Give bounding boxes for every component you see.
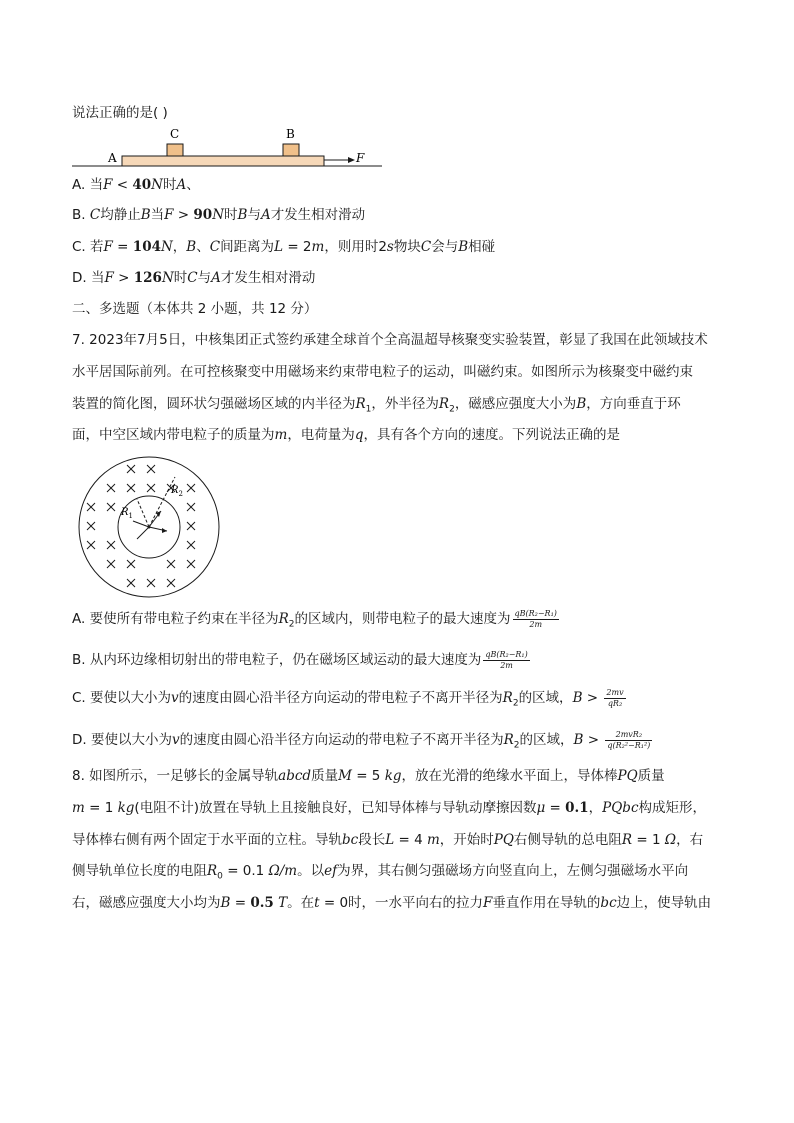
q7-option-c[interactable]: C. 要使以大小为v的速度由圆心沿半径方向运动的带电粒子不离开半径为$R_2$的区域，B > $\frac{2mv}{\text{qR₂}}$ [72, 687, 624, 709]
field-cross-icon [147, 579, 155, 587]
field-crosses [87, 465, 195, 587]
section-header: 二、多选题（本体共 2 小题，共 12 分） [72, 301, 318, 317]
fraction: $\frac{\text{qB(R₂−R₁)}}{2m}$ [485, 649, 528, 670]
svg-text:R1: $R_1$ [121, 507, 133, 520]
block-B [283, 144, 299, 156]
q6-option-b[interactable]: B. C均静止B当F > 90N时B与A才发生相对滑动 [72, 207, 366, 223]
q7-option-b[interactable]: B. 从内环边缘相切射出的带电粒子，仍在磁场区域运动的最大速度为 $\frac{\text{qB(R₂−R₁)}}{2m}$ [72, 649, 528, 670]
field-cross-icon [127, 465, 135, 473]
q8-stem-line-2: m = 1 kg(电阻不计)放置在导轨上且接触良好，已知导体棒与导轨动摩擦因数μ = 0.1，PQbc构成矩形， [72, 800, 707, 816]
q7-stem-line-2: 水平居国际前列。在可控核聚变中用磁场来约束带电粒子的运动，叫磁约束。如图所示为核聚变中磁约束 [72, 364, 693, 380]
field-cross-icon [147, 465, 155, 473]
field-cross-icon [87, 541, 95, 549]
label-B: B [286, 127, 295, 141]
field-cross-icon [107, 560, 115, 568]
q7-stem-line-1: 7. 2023年7月5日，中核集团正式签约承建全球首个全高温超导核聚变实验装置，彰显了我国在此领域技术 [72, 332, 708, 348]
block-C [167, 144, 183, 156]
q6-option-a[interactable]: A. 当F < 40N时A、 [72, 177, 200, 193]
q8-stem-line-1: 8. 如图所示，一足够长的金属导轨abcd质量M = 5 kg，放在光滑的绝缘水平面上，导体棒PQ质量 [72, 768, 665, 784]
field-cross-icon [107, 484, 115, 492]
field-cross-icon [187, 541, 195, 549]
field-cross-icon [167, 579, 175, 587]
label-r2: R [171, 485, 179, 496]
field-cross-icon [107, 503, 115, 511]
q6-stem-tail: 说法正确的是( ) [72, 105, 168, 121]
q7-stem-line-3: 装置的简化图，圆环状匀强磁场区域的内半径为$R_1$，外半径为$R_2$，磁感应强度大小为B，方向垂直于环 [72, 396, 681, 415]
label-A: A [108, 151, 117, 165]
field-cross-icon [87, 522, 95, 530]
q8-stem-line-5: 右，磁感应强度大小均为B = 0.5 T。在t = 0时，一水平向右的拉力F垂直作用在导轨的bc边上，使导轨由 [72, 895, 712, 911]
fraction: $\frac{2mv}{\text{qR₂}}$ [606, 687, 624, 708]
q7-option-d[interactable]: D. 要使以大小为v的速度由圆心沿半径方向运动的带电粒子不离开半径为$R_2$的区域，B > $\frac{\text{2mvR₂}}{\text{q(R₂²−R₁²)}}$ [72, 729, 651, 751]
field-cross-icon [127, 560, 135, 568]
q6-plank-figure [72, 124, 392, 172]
field-cross-icon [127, 579, 135, 587]
q8-stem-line-4: 侧导轨单位长度的电阻$R_0 = 0.1$ Ω/m。以ef为界，其右侧匀强磁场方向竖直向上，左侧匀强磁场水平向 [72, 863, 689, 882]
fraction: $\frac{\text{qB(R₂−R₁)}}{2m}$ [514, 608, 557, 629]
q6-option-c[interactable]: C. 若F = 104N，B、C间距离为L = 2m，则用时2s物块C会与B相碰 [72, 239, 496, 255]
label-F: F [356, 151, 365, 165]
svg-text:R2: $R_2$ [171, 485, 183, 498]
q7-stem-line-4: 面，中空区域内带电粒子的质量为m，电荷量为q，具有各个方向的速度。下列说法正确的是 [72, 427, 620, 443]
field-cross-icon [127, 484, 135, 492]
q6-option-d[interactable]: D. 当F > 126N时C与A才发生相对滑动 [72, 270, 316, 286]
field-cross-icon [167, 560, 175, 568]
q7-option-a[interactable]: A. 要使所有带电粒子约束在半径为$R_2$的区域内，则带电粒子的最大速度为 $\frac{\text{qB(R₂−R₁)}}{2m}$ [72, 608, 557, 630]
q7-magnetic-ring-figure [77, 455, 221, 599]
label-r1: R [121, 507, 129, 518]
label-C: C [170, 127, 180, 141]
q8-stem-line-3: 导体棒右侧有两个固定于水平面的立柱。导轨bc段长L = 4 m，开始时PQ右侧导轨的总电阻R = 1 Ω，右 [72, 832, 704, 848]
field-cross-icon [187, 522, 195, 530]
field-cross-icon [187, 560, 195, 568]
field-cross-icon [187, 503, 195, 511]
field-cross-icon [187, 484, 195, 492]
field-cross-icon [147, 484, 155, 492]
fraction: $\frac{\text{2mvR₂}}{\text{q(R₂²−R₁²)}}$ [607, 729, 651, 750]
field-cross-icon [107, 541, 115, 549]
field-cross-icon [87, 503, 95, 511]
plank-A [122, 156, 324, 166]
